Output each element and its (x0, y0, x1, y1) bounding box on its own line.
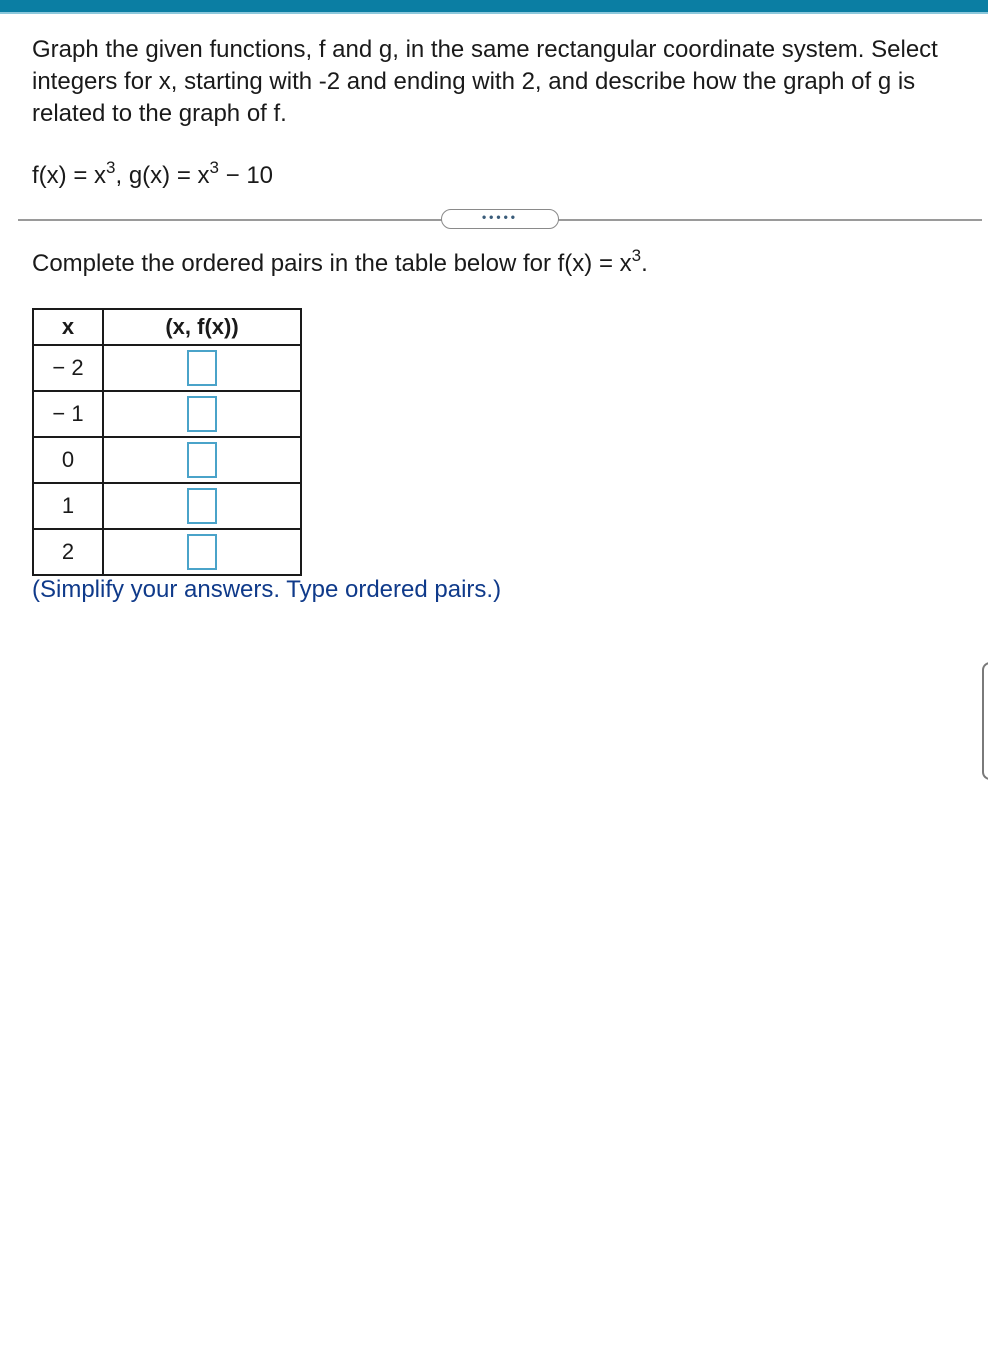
x-value: − 1 (33, 391, 103, 437)
g-exponent: 3 (209, 158, 219, 177)
x-value: − 2 (33, 345, 103, 391)
answer-cell (103, 483, 301, 529)
table-row (33, 345, 301, 391)
table-row (33, 529, 301, 575)
instruction-tail: . (641, 250, 648, 277)
instruction-text (32, 248, 648, 280)
table-row (33, 437, 301, 483)
g-definition-tail: − 10 (218, 162, 274, 189)
table-row (33, 391, 301, 437)
top-bar (0, 0, 988, 12)
table-header-row (33, 309, 301, 345)
answer-cell (103, 345, 301, 391)
header-x: x (33, 309, 103, 345)
header-pair: (x, f(x)) (103, 309, 301, 345)
function-separator: , (115, 162, 129, 189)
answer-input[interactable] (187, 534, 217, 570)
answer-cell (103, 529, 301, 575)
top-bar-accent-line (0, 12, 988, 14)
f-exponent: 3 (106, 158, 116, 177)
x-value: 1 (33, 483, 103, 529)
function-definitions (32, 160, 273, 192)
table-row (33, 483, 301, 529)
answer-cell (103, 391, 301, 437)
answer-input[interactable] (187, 442, 217, 478)
ordered-pairs-table (32, 308, 302, 576)
expand-button[interactable] (441, 209, 559, 229)
answer-input[interactable] (187, 396, 217, 432)
ellipsis-icon: ••••• (481, 210, 518, 224)
answer-cell (103, 437, 301, 483)
instruction-main: Complete the ordered pairs in the table below for f(x) = x (32, 250, 632, 277)
x-value: 0 (33, 437, 103, 483)
x-value: 2 (33, 529, 103, 575)
answer-input[interactable] (187, 488, 217, 524)
f-definition: f(x) = x (32, 162, 107, 189)
g-definition: g(x) = x (128, 162, 210, 189)
question-text: Graph the given functions, f and g, in the same rectangular coordinate system. Select integers for x, starting with -2 and ending with 2, and describe how the graph of g is related to the graph of f. (32, 36, 938, 127)
instruction-exponent: 3 (631, 246, 642, 265)
hint-text: (Simplify your answers. Type ordered pairs.) (32, 576, 502, 603)
side-panel-handle[interactable] (982, 662, 988, 780)
answer-input[interactable] (187, 350, 217, 386)
